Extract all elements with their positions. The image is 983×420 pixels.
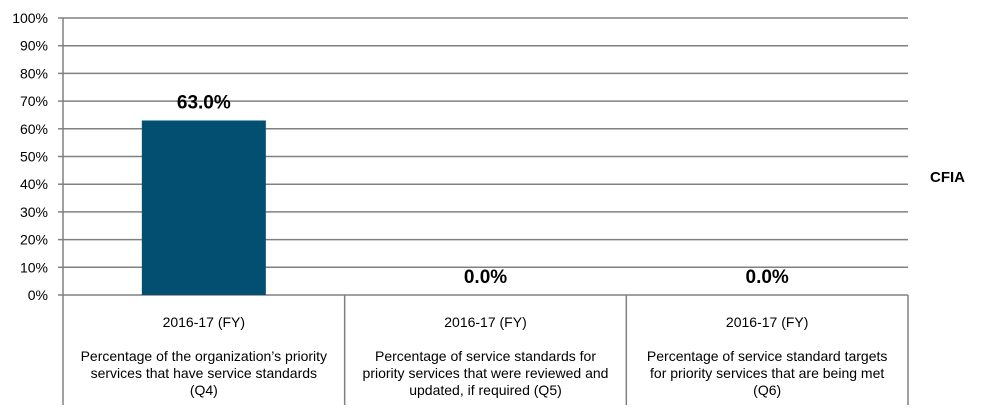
category-description-label: updated, if required (Q5) <box>409 382 562 398</box>
category-period-label: 2016-17 (FY) <box>162 314 246 330</box>
y-tick-label: 60% <box>19 120 48 137</box>
category-description-label: (Q4) <box>189 382 218 398</box>
data-label: 63.0% <box>176 92 231 114</box>
data-label: 0.0% <box>463 267 508 288</box>
data-label: 0.0% <box>745 267 789 288</box>
y-tick-label: 20% <box>19 231 48 248</box>
y-tick-label: 40% <box>19 176 48 193</box>
y-tick-label: 80% <box>19 65 48 82</box>
y-tick-label: 70% <box>19 93 48 110</box>
y-tick-label: 10% <box>19 259 48 276</box>
category-description-label: Percentage of service standards for <box>374 348 597 364</box>
y-tick-label: 90% <box>19 37 48 54</box>
legend <box>930 169 965 186</box>
y-tick-label: 0% <box>27 287 48 303</box>
category-description-label: Percentage of the organization’s priority <box>80 348 328 364</box>
bar <box>142 120 266 295</box>
data-labels <box>177 92 789 288</box>
y-tick-label: 30% <box>19 203 48 220</box>
category-period-label: 2016-17 (FY) <box>444 314 527 330</box>
y-tick-label: 100% <box>12 10 48 26</box>
category-description-label: services that have service standards <box>90 365 318 381</box>
category-description-label: Percentage of service standard targets <box>646 348 888 364</box>
y-tick-label: 50% <box>19 148 48 165</box>
category-description-label: for priority services that are being met <box>650 365 885 381</box>
category-description-label: priority services that were reviewed and <box>362 365 609 381</box>
y-axis-ticks <box>12 10 48 303</box>
legend-entry: CFIA <box>930 169 965 186</box>
category-labels <box>81 314 888 398</box>
bars <box>142 120 266 295</box>
category-description-label: (Q6) <box>753 382 782 398</box>
category-period-label: 2016-17 (FY) <box>725 314 809 330</box>
